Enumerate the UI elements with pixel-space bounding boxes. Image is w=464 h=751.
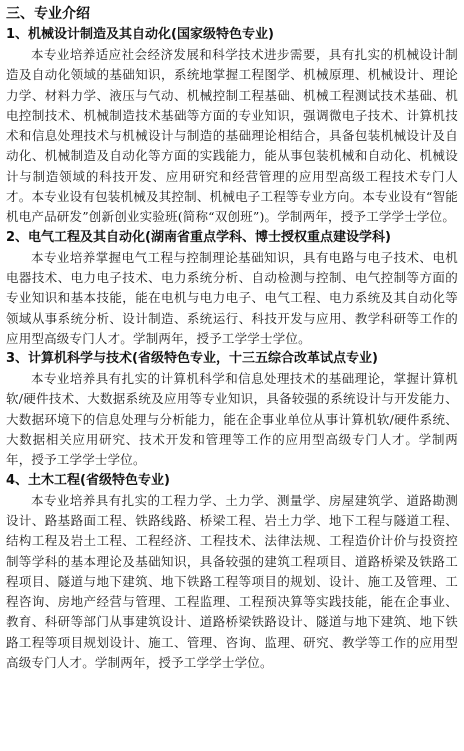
major-block-3 <box>6 349 458 470</box>
major-heading: 2、电气工程及其自动化(湖南省重点学科、博士授权重点建设学科) <box>6 229 391 245</box>
major-block-4 <box>6 471 458 674</box>
major-heading: 4、土木工程(省级特色专业) <box>6 472 170 488</box>
major-description: 本专业培养掌握电气工程与控制理论基础知识，具有电路与电子技术、电机电器技术、电力电子技术、电力系统分析、自动检测与控制、电气控制等方面的专业知识和基本技能，能在电机与电力电子、电气工程、电力系统及其自动化等领域从事系统分析、设计制造、系统运行、科技开发与应用、教学科研等工作的应用型高级专门人才。学制两年，授予工学学士学位。 <box>6 249 458 346</box>
major-description: 本专业培养适应社会经济发展和科学技术进步需要，具有扎实的机械设计制造及自动化领域的基础知识，系统地掌握工程图学、机械原理、机械设计、理论力学、材料力学、液压与气动、机械控制工程基础、机械工程测试技术基础、机电控制技术、机械制造技术基础等方面的专业知识，强调微电子技术、计算机技术和信息处理技术与机械设计与制造的基础理论相结合，具备包装机械设计及自动化、机械制造及自动化等方面的实践能力，能从事包装机械和自动化、机械设计与制造领域的科技开发、应用研究和经营管理的应用型高级工程技术专门人才。本专业设有包装机械及其控制、机械电子工程等专业方向。本专业设有“智能机电产品研发”创新创业实验班(简称“双创班”)。学制两年，授予工学学士学位。 <box>6 47 458 225</box>
major-block-1 <box>6 25 458 228</box>
major-description: 本专业培养具有扎实的工程力学、土力学、测量学、房屋建筑学、道路勘测设计、路基路面工程、铁路线路、桥梁工程、岩土力学、地下工程与隧道工程、结构工程及岩土工程、工程经济、工程技术、法律法规、工程造价计价与投资控制等学科的基本理论及基础知识，具备较强的建筑工程项目、道路桥梁及铁路工程项目、隧道与地下建筑、地下铁路工程等项目的规划、设计、施工及管理、工程咨询、房地产经营与管理、工程监理、工程预决算等实践技能，能在企事业、教育、科研等部门从事建筑设计、道路桥梁铁路设计、隧道与地下建筑、地下铁路工程等项目规划设计、施工、管理、咨询、监理、研究、教学等工作的应用型高级专门人才。学制两年，授予工学学士学位。 <box>6 492 458 671</box>
major-block-2 <box>6 228 458 349</box>
section-title: 三、专业介绍 <box>6 6 90 22</box>
major-heading: 3、计算机科学与技术(省级特色专业，十三五综合改革试点专业) <box>6 351 378 367</box>
major-description: 本专业培养具有扎实的计算机科学和信息处理技术的基础理论，掌握计算机软/硬件技术、大数据系统及应用等专业知识，具备较强的系统设计与开发能力、大数据环境下的信息处理与分析能力，能在企事业单位从事计算机软/硬件系统、大数据相关应用研究、技术开发和管理等工作的应用型高级专门人才。学制两年，授予工学学士学位。 <box>6 371 458 468</box>
major-heading: 1、机械设计制造及其自动化(国家级特色专业) <box>6 27 274 42</box>
